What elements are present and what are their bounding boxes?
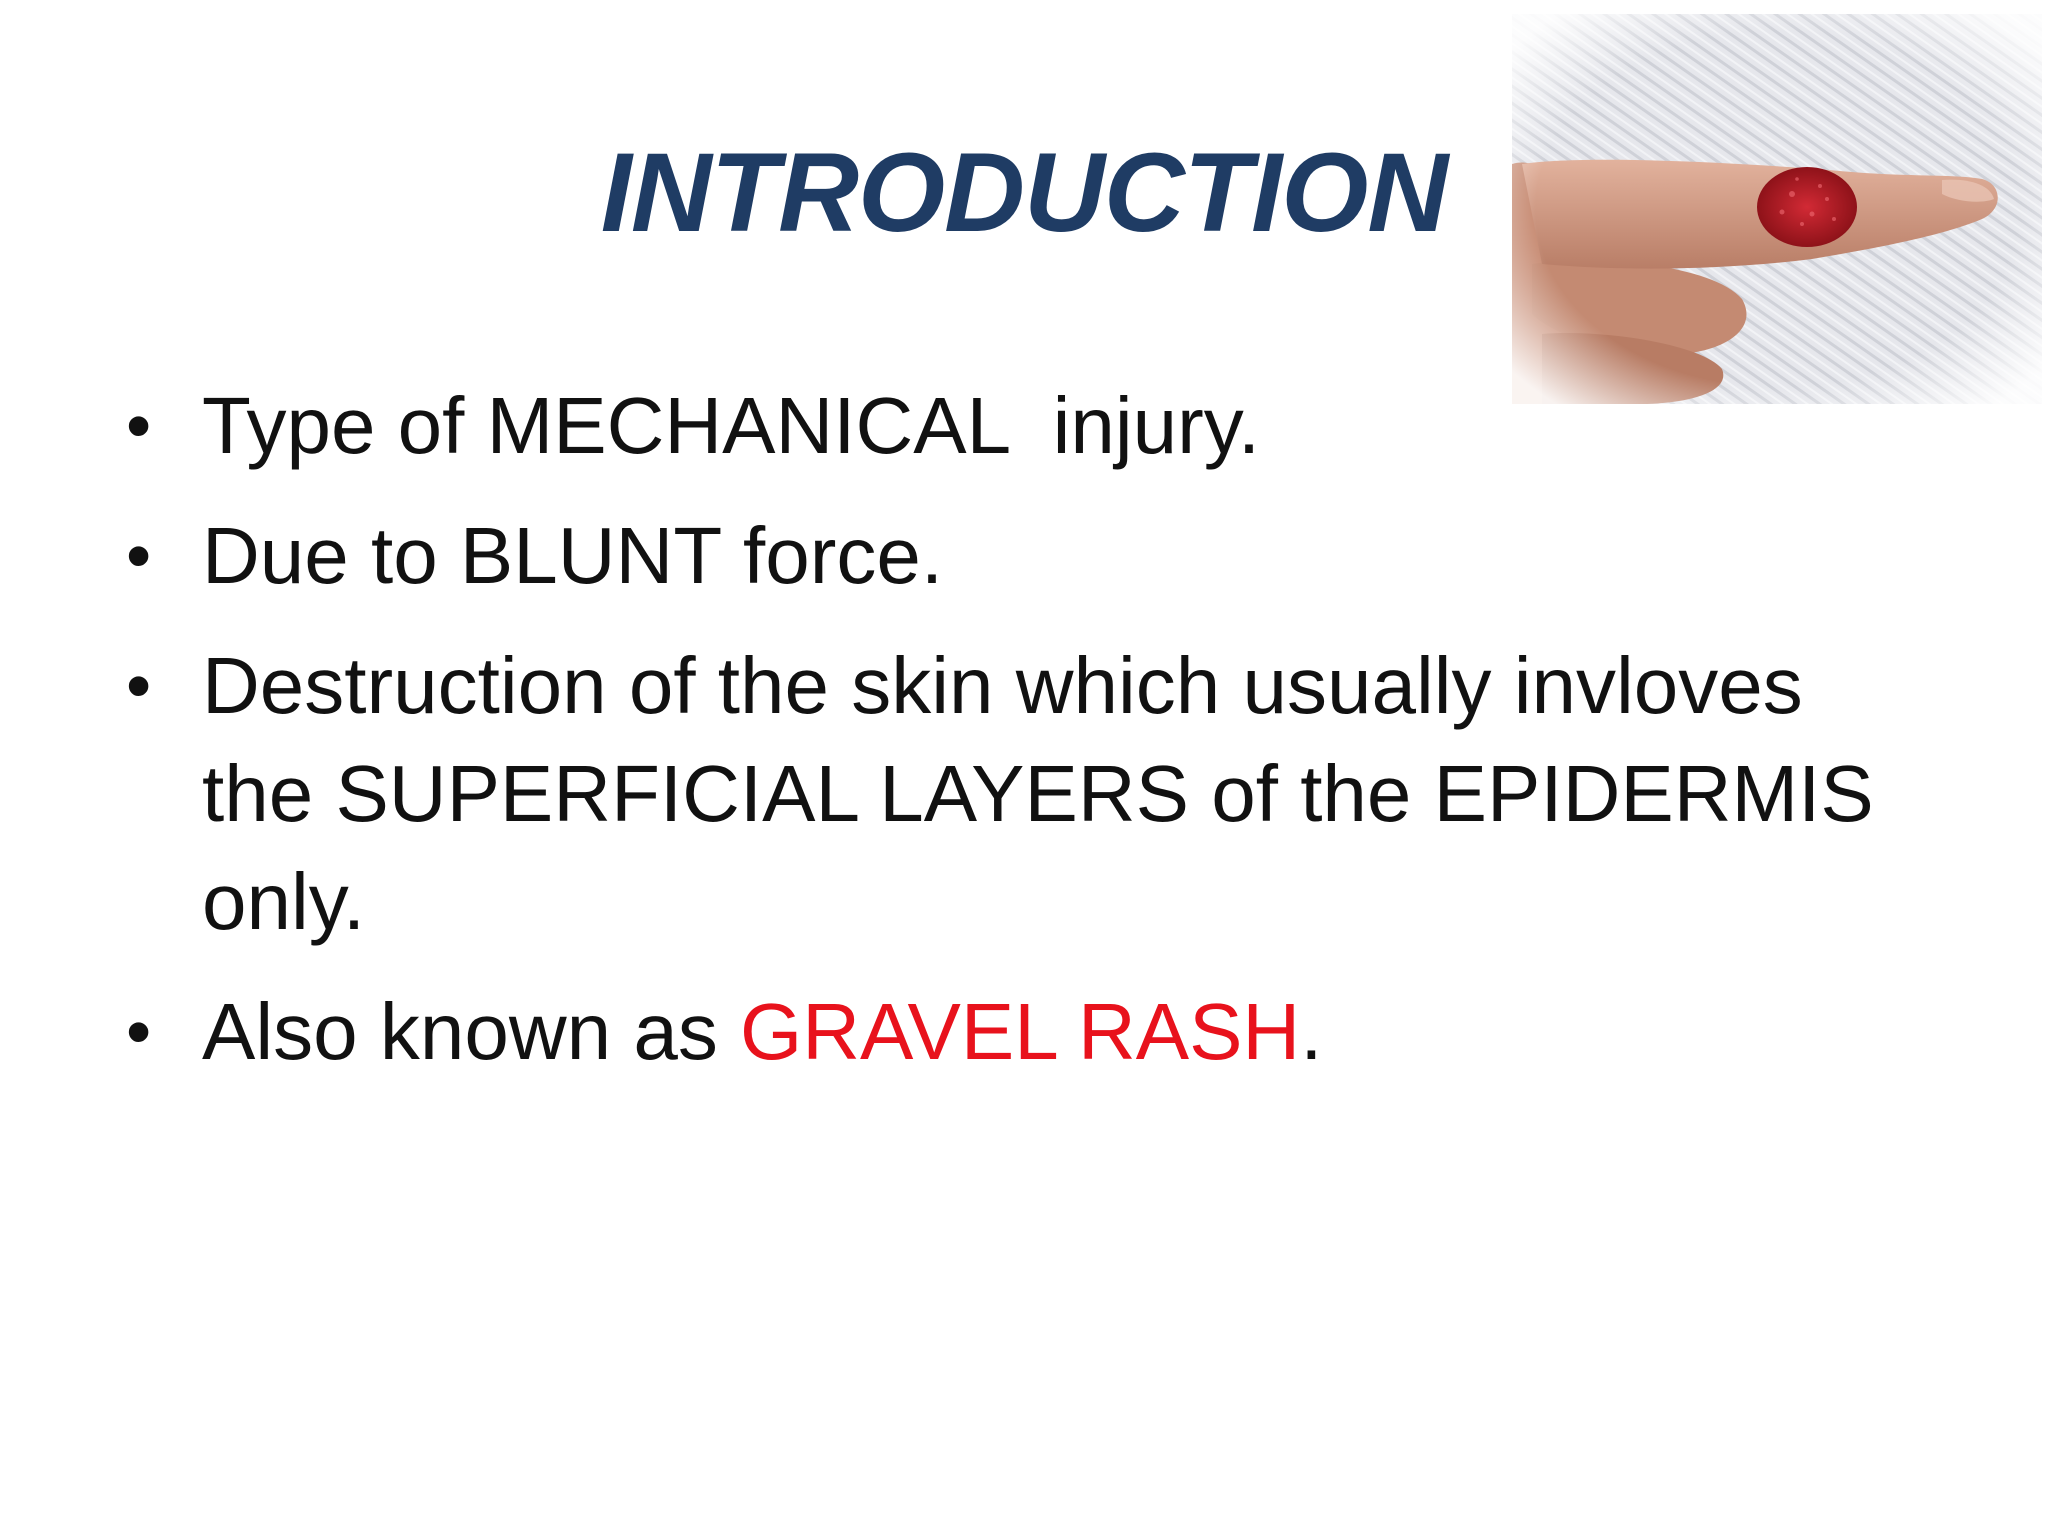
gravel-rash-highlight: GRAVEL RASH (740, 987, 1301, 1076)
bullet-item-mechanical-injury (120, 372, 1920, 480)
bullet-text: Type of MECHANICAL injury. (202, 381, 1261, 470)
bullet-list (120, 372, 1920, 1108)
bullet-text-prefix: Also known as (202, 987, 741, 1076)
bullet-marker: • (126, 646, 152, 726)
bullet-text-suffix: . (1300, 987, 1323, 1076)
bullet-marker: • (126, 386, 152, 466)
bullet-item-destruction-of-skin (120, 632, 1920, 956)
bullet-marker: • (126, 516, 152, 596)
bullet-item-blunt-force (120, 502, 1920, 610)
abraded-fingertip-photo (1512, 14, 2042, 404)
bullet-marker: • (126, 992, 152, 1072)
bullet-text: Due to BLUNT force. (202, 511, 944, 600)
slide-title: INTRODUCTION (600, 130, 1448, 255)
bullet-text: Destruction of the skin which usually invloves the SUPERFICIAL LAYERS of the EPIDERMIS only. (202, 641, 1874, 946)
bullet-item-gravel-rash (120, 978, 1920, 1086)
